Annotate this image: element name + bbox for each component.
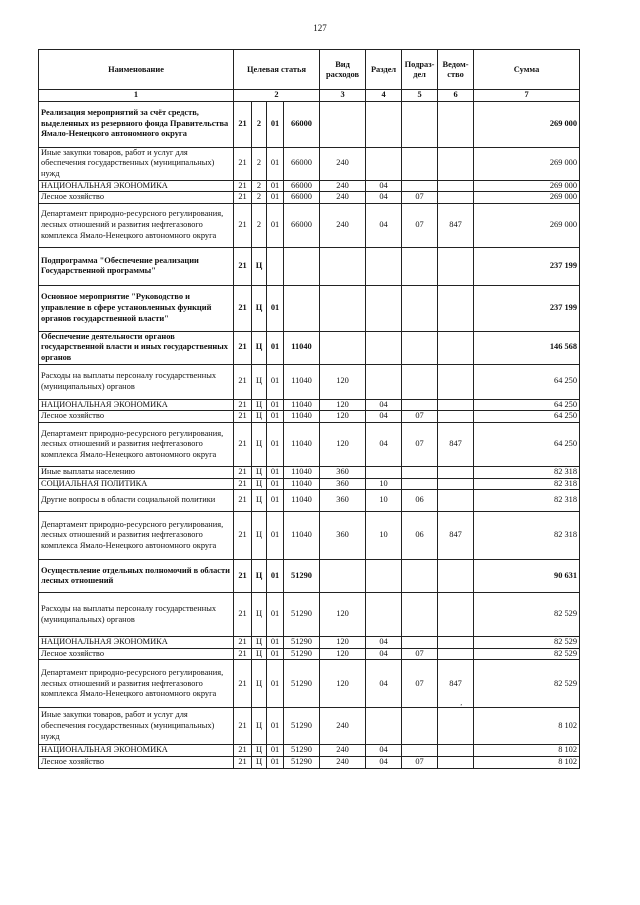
expense-type: 360 <box>320 466 366 478</box>
target-program: 21 <box>234 364 252 399</box>
row-sum: 64 250 <box>474 411 580 423</box>
section-code <box>366 331 402 364</box>
row-name: Расходы на выплаты персоналу государственных (муниципальных) органов <box>39 593 234 637</box>
subsection-code: 07 <box>402 660 438 708</box>
expense-type: 240 <box>320 708 366 745</box>
target-program: 21 <box>234 466 252 478</box>
subsection-code <box>402 331 438 364</box>
row-name: Лесное хозяйство <box>39 192 234 204</box>
row-sum: 82 318 <box>474 490 580 512</box>
row-sum: 82 529 <box>474 648 580 660</box>
expense-type <box>320 331 366 364</box>
row-sum: 269 000 <box>474 147 580 180</box>
row-sum: 64 250 <box>474 364 580 399</box>
target-event <box>267 247 284 285</box>
section-code <box>366 247 402 285</box>
target-program: 21 <box>234 331 252 364</box>
table-row <box>39 203 580 247</box>
expense-type: 120 <box>320 364 366 399</box>
table-row <box>39 285 580 331</box>
row-name: Иные закупки товаров, работ и услуг для обеспечения государственных (муниципальных) нужд <box>39 708 234 745</box>
target-subprogram: Ц <box>252 399 267 411</box>
target-program: 21 <box>234 745 252 757</box>
target-subprogram: Ц <box>252 648 267 660</box>
row-name: Лесное хозяйство <box>39 411 234 423</box>
target-event: 01 <box>267 756 284 768</box>
column-number: 1 <box>39 90 234 102</box>
target-direction: 11040 <box>284 466 320 478</box>
expense-type <box>320 247 366 285</box>
section-code: 04 <box>366 203 402 247</box>
row-name: Департамент природно-ресурсного регулирования, лесных отношений и развития нефтегазового комплекса Ямало-Ненецкого автономного округа <box>39 512 234 560</box>
row-name: Департамент природно-ресурсного регулирования, лесных отношений и развития нефтегазового комплекса Ямало-Ненецкого автономного округа <box>39 203 234 247</box>
table-row <box>39 637 580 649</box>
row-sum: 90 631 <box>474 560 580 593</box>
subsection-code <box>402 708 438 745</box>
expense-type: 240 <box>320 147 366 180</box>
target-event: 01 <box>267 637 284 649</box>
expense-type: 240 <box>320 203 366 247</box>
row-sum: 82 318 <box>474 512 580 560</box>
table-row <box>39 708 580 745</box>
target-direction: 51290 <box>284 560 320 593</box>
target-direction: 11040 <box>284 331 320 364</box>
table-row <box>39 560 580 593</box>
section-code: 10 <box>366 478 402 490</box>
row-name: НАЦИОНАЛЬНАЯ ЭКОНОМИКА <box>39 180 234 192</box>
row-sum: 8 102 <box>474 745 580 757</box>
column-number: 3 <box>320 90 366 102</box>
target-direction: 51290 <box>284 745 320 757</box>
row-sum: 237 199 <box>474 285 580 331</box>
department-code <box>438 411 474 423</box>
subsection-code: 07 <box>402 203 438 247</box>
row-name: СОЦИАЛЬНАЯ ПОЛИТИКА <box>39 478 234 490</box>
target-subprogram: Ц <box>252 364 267 399</box>
target-direction: 66000 <box>284 203 320 247</box>
department-code <box>438 247 474 285</box>
section-code <box>366 285 402 331</box>
department-code <box>438 708 474 745</box>
target-subprogram: Ц <box>252 247 267 285</box>
department-code <box>438 192 474 204</box>
target-event: 01 <box>267 648 284 660</box>
subsection-code <box>402 285 438 331</box>
budget-table <box>38 49 580 769</box>
section-code <box>366 364 402 399</box>
target-subprogram: Ц <box>252 708 267 745</box>
target-subprogram: Ц <box>252 331 267 364</box>
target-event: 01 <box>267 560 284 593</box>
target-event: 01 <box>267 180 284 192</box>
column-number-row <box>39 90 580 102</box>
target-subprogram: Ц <box>252 593 267 637</box>
section-code <box>366 147 402 180</box>
row-name: Реализация мероприятий за счёт средств, выделенных из резервного фонда Правительства Ямало-Ненецкого автономного округа <box>39 101 234 147</box>
target-subprogram: 2 <box>252 192 267 204</box>
column-number: 5 <box>402 90 438 102</box>
row-sum: 82 529 <box>474 637 580 649</box>
column-number: 4 <box>366 90 402 102</box>
target-program: 21 <box>234 512 252 560</box>
department-code <box>438 285 474 331</box>
subsection-code: 06 <box>402 512 438 560</box>
header-subsection: Подраз-дел <box>402 50 438 90</box>
target-subprogram: Ц <box>252 660 267 708</box>
header-sum: Сумма <box>474 50 580 90</box>
target-program: 21 <box>234 399 252 411</box>
row-sum: 82 529 <box>474 660 580 708</box>
expense-type: 120 <box>320 411 366 423</box>
target-program: 21 <box>234 756 252 768</box>
target-event: 01 <box>267 422 284 466</box>
department-code: 847 <box>438 422 474 466</box>
expense-type: 120 <box>320 660 366 708</box>
subsection-code <box>402 560 438 593</box>
row-sum: 269 000 <box>474 101 580 147</box>
expense-type: 120 <box>320 637 366 649</box>
header-target-article: Целевая статья <box>234 50 320 90</box>
table-row <box>39 745 580 757</box>
table-row <box>39 411 580 423</box>
section-code: 04 <box>366 422 402 466</box>
department-code <box>438 648 474 660</box>
target-program: 21 <box>234 180 252 192</box>
expense-type: 360 <box>320 478 366 490</box>
column-number: 7 <box>474 90 580 102</box>
target-direction: 11040 <box>284 411 320 423</box>
subsection-code <box>402 593 438 637</box>
section-code: 04 <box>366 192 402 204</box>
header-section: Раздел <box>366 50 402 90</box>
table-row <box>39 660 580 708</box>
target-direction: 66000 <box>284 180 320 192</box>
stray-mark: ‚ <box>460 699 463 707</box>
expense-type: 360 <box>320 512 366 560</box>
target-direction: 11040 <box>284 364 320 399</box>
target-subprogram: Ц <box>252 411 267 423</box>
expense-type: 120 <box>320 399 366 411</box>
expense-type <box>320 101 366 147</box>
target-subprogram: Ц <box>252 560 267 593</box>
target-program: 21 <box>234 411 252 423</box>
table-row <box>39 399 580 411</box>
target-event: 01 <box>267 478 284 490</box>
target-program: 21 <box>234 490 252 512</box>
row-sum: 8 102 <box>474 708 580 745</box>
target-event: 01 <box>267 660 284 708</box>
target-subprogram: 2 <box>252 147 267 180</box>
expense-type <box>320 285 366 331</box>
row-sum: 146 568 <box>474 331 580 364</box>
target-subprogram: Ц <box>252 637 267 649</box>
subsection-code <box>402 466 438 478</box>
target-program: 21 <box>234 285 252 331</box>
target-direction: 66000 <box>284 101 320 147</box>
row-name: Лесное хозяйство <box>39 648 234 660</box>
row-sum: 237 199 <box>474 247 580 285</box>
row-sum: 82 529 <box>474 593 580 637</box>
department-code <box>438 637 474 649</box>
target-event: 01 <box>267 147 284 180</box>
section-code: 04 <box>366 637 402 649</box>
row-name: Иные выплаты населению <box>39 466 234 478</box>
department-code <box>438 399 474 411</box>
target-subprogram: Ц <box>252 490 267 512</box>
subsection-code <box>402 478 438 490</box>
target-event: 01 <box>267 285 284 331</box>
department-code <box>438 180 474 192</box>
target-program: 21 <box>234 648 252 660</box>
row-name: Лесное хозяйство <box>39 756 234 768</box>
target-program: 21 <box>234 637 252 649</box>
table-body <box>39 101 580 768</box>
target-event: 01 <box>267 364 284 399</box>
target-direction: 51290 <box>284 637 320 649</box>
table-row <box>39 101 580 147</box>
section-code: 04 <box>366 756 402 768</box>
column-number: 6 <box>438 90 474 102</box>
section-code: 04 <box>366 180 402 192</box>
expense-type: 120 <box>320 593 366 637</box>
expense-type: 360 <box>320 490 366 512</box>
target-direction: 51290 <box>284 756 320 768</box>
target-subprogram: Ц <box>252 745 267 757</box>
section-code: 04 <box>366 745 402 757</box>
department-code <box>438 490 474 512</box>
subsection-code: 07 <box>402 422 438 466</box>
target-program: 21 <box>234 708 252 745</box>
department-code <box>438 331 474 364</box>
table-row <box>39 192 580 204</box>
row-name: Расходы на выплаты персоналу государственных (муниципальных) органов <box>39 364 234 399</box>
section-code: 04 <box>366 648 402 660</box>
section-code: 04 <box>366 399 402 411</box>
department-code <box>438 756 474 768</box>
target-direction: 51290 <box>284 660 320 708</box>
section-code: 04 <box>366 660 402 708</box>
header-name: Наименование <box>39 50 234 90</box>
subsection-code: 07 <box>402 756 438 768</box>
table-row <box>39 648 580 660</box>
target-event: 01 <box>267 593 284 637</box>
department-code <box>438 364 474 399</box>
table-row <box>39 180 580 192</box>
expense-type: 120 <box>320 422 366 466</box>
target-event: 01 <box>267 192 284 204</box>
subsection-code <box>402 180 438 192</box>
subsection-code <box>402 637 438 649</box>
target-direction: 11040 <box>284 422 320 466</box>
department-code: 847 <box>438 203 474 247</box>
subsection-code: 06 <box>402 490 438 512</box>
target-event: 01 <box>267 101 284 147</box>
department-code: 847 <box>438 512 474 560</box>
target-direction: 66000 <box>284 147 320 180</box>
row-sum: 269 000 <box>474 180 580 192</box>
department-code <box>438 101 474 147</box>
expense-type: 240 <box>320 756 366 768</box>
header-department: Ведом-ство <box>438 50 474 90</box>
table-row <box>39 247 580 285</box>
table-row <box>39 478 580 490</box>
section-code: 10 <box>366 512 402 560</box>
target-event: 01 <box>267 466 284 478</box>
subsection-code: 07 <box>402 648 438 660</box>
target-program: 21 <box>234 593 252 637</box>
row-name: Департамент природно-ресурсного регулирования, лесных отношений и развития нефтегазового комплекса Ямало-Ненецкого автономного округа <box>39 422 234 466</box>
target-program: 21 <box>234 422 252 466</box>
target-direction: 11040 <box>284 490 320 512</box>
target-direction: 11040 <box>284 399 320 411</box>
department-code <box>438 466 474 478</box>
subsection-code: 07 <box>402 411 438 423</box>
table-row <box>39 147 580 180</box>
target-direction: 51290 <box>284 593 320 637</box>
header-expense-type: Вид расходов <box>320 50 366 90</box>
row-sum: 64 250 <box>474 399 580 411</box>
row-name: Осуществление отдельных полномочий в области лесных отношений <box>39 560 234 593</box>
section-code <box>366 466 402 478</box>
row-name: Другие вопросы в области социальной политики <box>39 490 234 512</box>
target-subprogram: Ц <box>252 422 267 466</box>
target-event: 01 <box>267 399 284 411</box>
department-code <box>438 478 474 490</box>
target-direction: 51290 <box>284 648 320 660</box>
department-code <box>438 560 474 593</box>
target-subprogram: Ц <box>252 756 267 768</box>
target-program: 21 <box>234 147 252 180</box>
subsection-code <box>402 247 438 285</box>
section-code <box>366 560 402 593</box>
subsection-code <box>402 101 438 147</box>
table-row <box>39 593 580 637</box>
row-sum: 64 250 <box>474 422 580 466</box>
target-direction: 66000 <box>284 192 320 204</box>
table-header <box>39 50 580 102</box>
row-name: Иные закупки товаров, работ и услуг для обеспечения государственных (муниципальных) нужд <box>39 147 234 180</box>
expense-type <box>320 560 366 593</box>
target-program: 21 <box>234 478 252 490</box>
target-direction: 51290 <box>284 708 320 745</box>
target-event: 01 <box>267 490 284 512</box>
department-code: 847 <box>438 660 474 708</box>
section-code: 04 <box>366 411 402 423</box>
target-direction: 11040 <box>284 478 320 490</box>
target-event: 01 <box>267 331 284 364</box>
target-event: 01 <box>267 745 284 757</box>
expense-type: 120 <box>320 648 366 660</box>
row-name: НАЦИОНАЛЬНАЯ ЭКОНОМИКА <box>39 399 234 411</box>
target-subprogram: Ц <box>252 285 267 331</box>
row-name: Обеспечение деятельности органов государственной власти и иных государственных органов <box>39 331 234 364</box>
table-row <box>39 512 580 560</box>
row-sum: 269 000 <box>474 192 580 204</box>
target-program: 21 <box>234 660 252 708</box>
section-code <box>366 101 402 147</box>
row-sum: 8 102 <box>474 756 580 768</box>
section-code <box>366 708 402 745</box>
target-program: 21 <box>234 192 252 204</box>
target-subprogram: Ц <box>252 512 267 560</box>
expense-type: 240 <box>320 745 366 757</box>
target-program: 21 <box>234 101 252 147</box>
table-row <box>39 490 580 512</box>
target-program: 21 <box>234 247 252 285</box>
section-code <box>366 593 402 637</box>
target-subprogram: 2 <box>252 101 267 147</box>
target-direction: 11040 <box>284 512 320 560</box>
row-sum: 82 318 <box>474 478 580 490</box>
table-row <box>39 466 580 478</box>
target-subprogram: 2 <box>252 203 267 247</box>
row-sum: 82 318 <box>474 466 580 478</box>
subsection-code <box>402 745 438 757</box>
target-event: 01 <box>267 411 284 423</box>
department-code <box>438 147 474 180</box>
target-direction <box>284 285 320 331</box>
table-row <box>39 756 580 768</box>
department-code <box>438 745 474 757</box>
column-number: 2 <box>234 90 320 102</box>
expense-type: 240 <box>320 180 366 192</box>
table-row <box>39 364 580 399</box>
target-event: 01 <box>267 203 284 247</box>
target-subprogram: 2 <box>252 180 267 192</box>
subsection-code <box>402 399 438 411</box>
page-number: 127 <box>313 23 327 33</box>
target-program: 21 <box>234 560 252 593</box>
target-direction <box>284 247 320 285</box>
section-code: 10 <box>366 490 402 512</box>
subsection-code: 07 <box>402 192 438 204</box>
table-row <box>39 331 580 364</box>
expense-type: 240 <box>320 192 366 204</box>
row-name: Департамент природно-ресурсного регулирования, лесных отношений и развития нефтегазового комплекса Ямало-Ненецкого автономного округа <box>39 660 234 708</box>
target-event: 01 <box>267 708 284 745</box>
row-name: НАЦИОНАЛЬНАЯ ЭКОНОМИКА <box>39 745 234 757</box>
table-row <box>39 422 580 466</box>
row-name: Подпрограмма "Обеспечение реализации Государственной программы" <box>39 247 234 285</box>
department-code <box>438 593 474 637</box>
target-event: 01 <box>267 512 284 560</box>
target-program: 21 <box>234 203 252 247</box>
row-name: Основное мероприятие "Руководство и управление в сфере установленных функций органов государственной власти" <box>39 285 234 331</box>
subsection-code <box>402 364 438 399</box>
target-subprogram: Ц <box>252 478 267 490</box>
row-sum: 269 000 <box>474 203 580 247</box>
subsection-code <box>402 147 438 180</box>
row-name: НАЦИОНАЛЬНАЯ ЭКОНОМИКА <box>39 637 234 649</box>
target-subprogram: Ц <box>252 466 267 478</box>
